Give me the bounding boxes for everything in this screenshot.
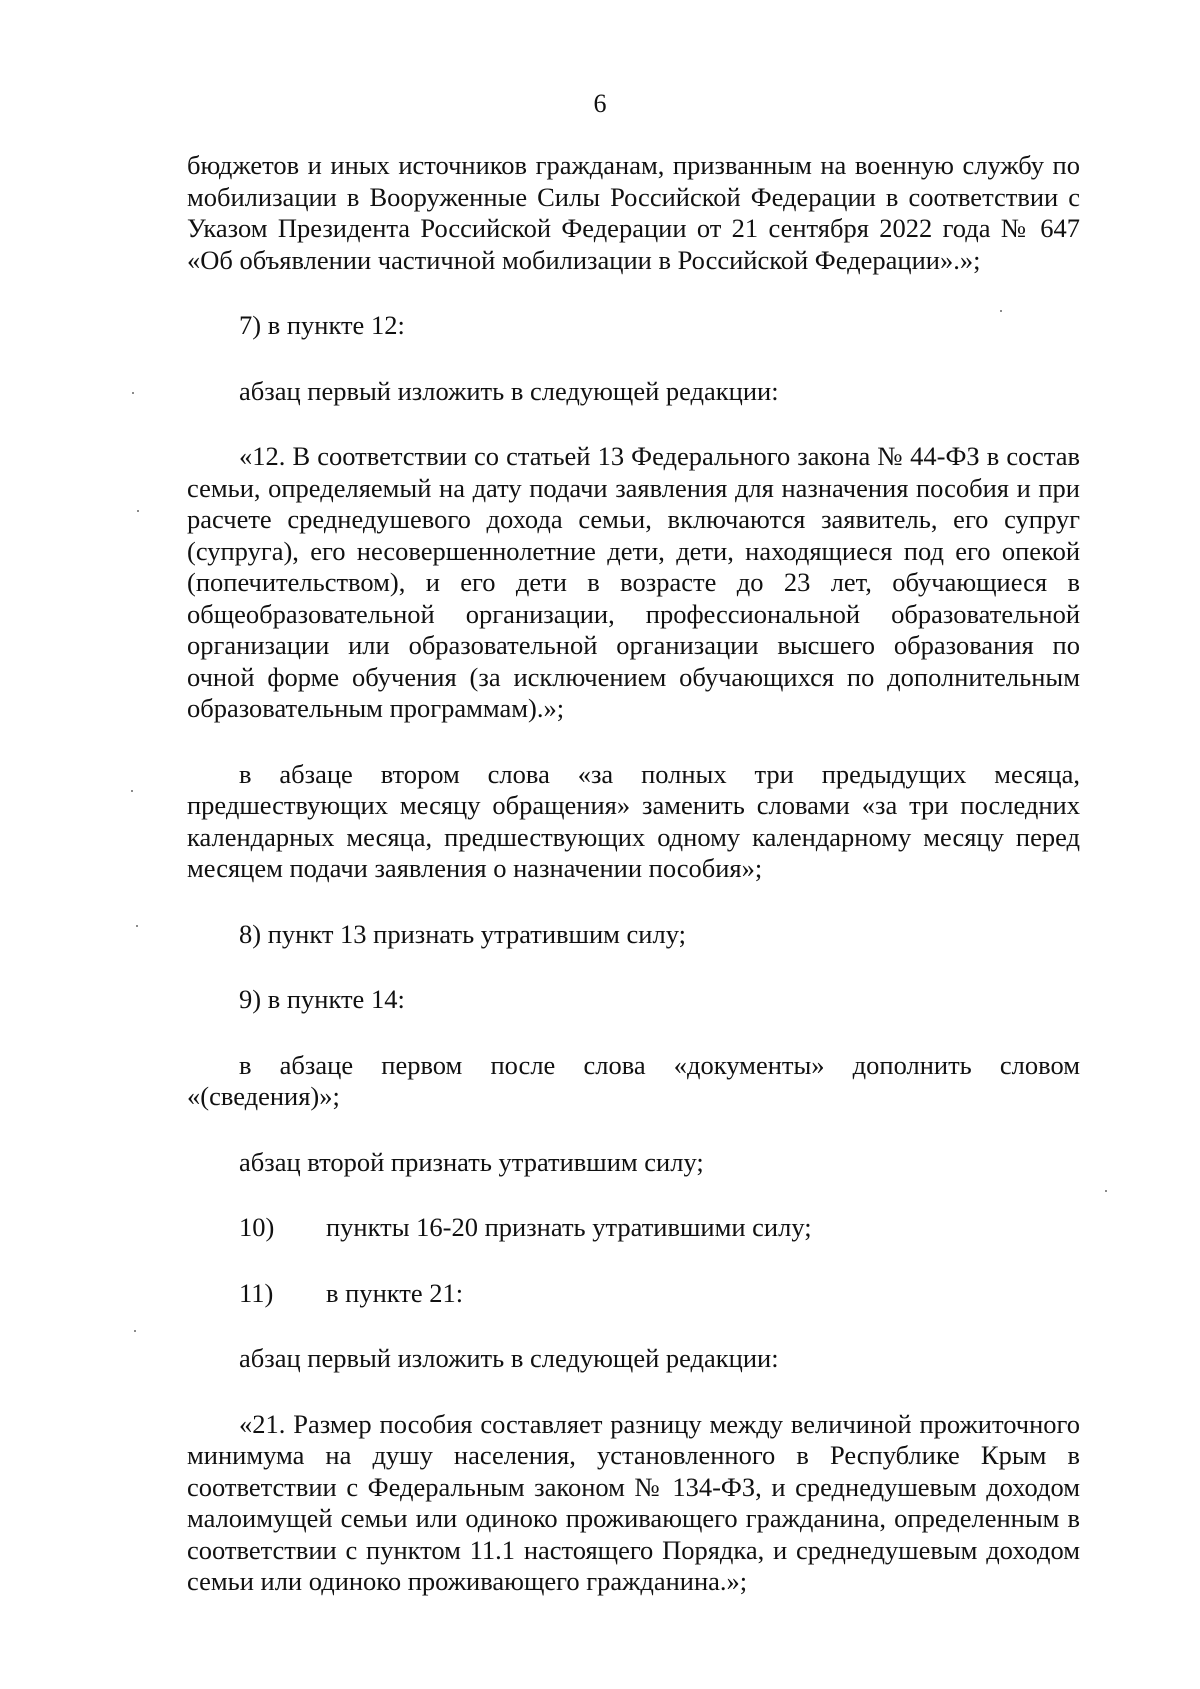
- item-7: 7) в пункте 12:: [239, 310, 405, 340]
- scan-speck: [134, 1330, 136, 1332]
- document-body: [187, 150, 1080, 1598]
- page-number: 6: [593, 89, 607, 118]
- scan-speck: [136, 925, 138, 927]
- paragraph-continuation: бюджетов и иных источников гражданам, призванным на военную службу по мобилизации в Вооруженные Силы Российской Федерации в соответствии с Указом Президента Российской Федерации от 21 сентября 2022 года № 647 «Об объявлении частичной мобилизации в Российской Федерации».»;: [187, 150, 1080, 275]
- quoted-paragraph-21: «21. Размер пособия составляет разницу между величиной прожиточного минимума на душу населения, установленного в Республике Крым в соответствии с Федеральным законом № 134-ФЗ, и среднедушевым доходом малоимущей семьи или одиноко проживающего гражданина, определенным в соответствии с пунктом 11.1 настоящего Порядка, и среднедушевым доходом семьи или одиноко проживающего гражданина.»;: [187, 1408, 1080, 1596]
- item-9: 9) в пункте 14:: [239, 984, 405, 1014]
- item-text: пункты 16-20 признать утратившими силу;: [326, 1212, 812, 1242]
- scan-speck: [131, 790, 133, 792]
- scan-speck: [137, 510, 139, 512]
- item-text: в пункте 21:: [326, 1277, 464, 1308]
- scan-speck: [1105, 1190, 1107, 1192]
- instruction-paragraph-repeal: абзац второй признать утратившим силу;: [239, 1146, 704, 1177]
- instruction-paragraph-documents: в абзаце первом после слова «документы» дополнить словом «(сведения)»;: [187, 1049, 1080, 1111]
- item-11: [187, 1278, 1080, 1310]
- instruction-paragraph-final: абзац первый изложить в следующей редакции:: [239, 1343, 779, 1373]
- item-number: 10): [239, 1212, 275, 1242]
- scan-speck: [132, 392, 134, 394]
- instruction-paragraph-second: в абзаце втором слова «за полных три предыдущих месяца, предшествующих месяцу обращения» заменить словами «за три последних календарных месяца, предшествующих одному календарному месяцу перед месяцем подачи заявления о назначении пособия»;: [187, 758, 1080, 883]
- instruction-paragraph: абзац первый изложить в следующей редакции:: [239, 375, 779, 406]
- item-8: 8) пункт 13 признать утратившим силу;: [239, 918, 686, 949]
- item-10: [187, 1212, 1080, 1244]
- quoted-paragraph-12: «12. В соответствии со статьей 13 Федерального закона № 44-ФЗ в состав семьи, определяемый на дату подачи заявления для назначения пособия и при расчете среднедушевого дохода семьи, включаются заявитель, его супруг (супруга), его несовершеннолетние дети, дети, находящиеся под его опекой (попечительством), и его дети в возрасте до 23 лет, обучающиеся в общеобразовательной организации, профессиональной образовательной организации или образовательной организации высшего образования по очной форме обучения (за исключением обучающихся по дополнительным образовательным программам).»;: [187, 441, 1080, 723]
- scan-speck: [1000, 310, 1002, 312]
- item-number: 11): [239, 1277, 274, 1308]
